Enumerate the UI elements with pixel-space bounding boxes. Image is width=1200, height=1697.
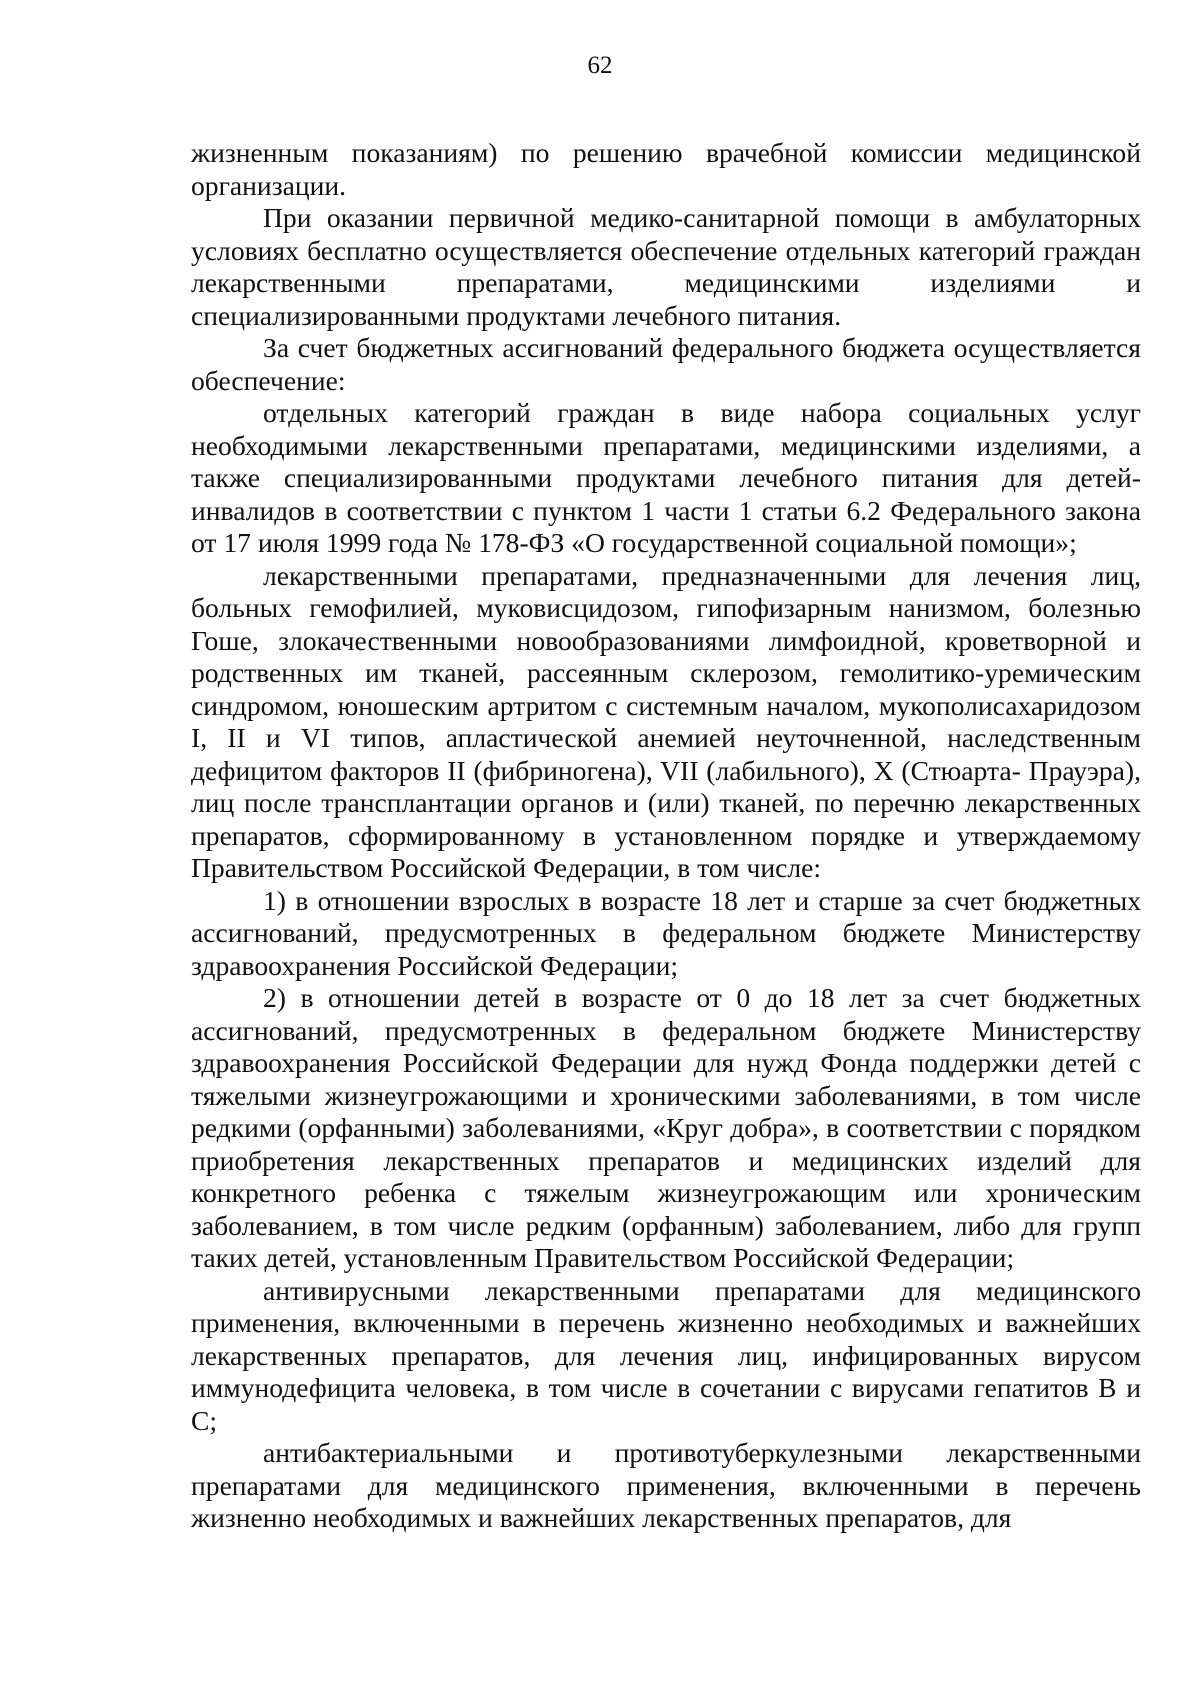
- paragraph-adults: 1) в отношении взрослых в возрасте 18 лет и старше за счет бюджетных ассигнований, предусмотренных в федеральном бюджете Министерству здравоохранения Российской Федерации;: [191, 884, 1141, 981]
- document-body: [191, 137, 1141, 1535]
- page-number: 62: [587, 52, 613, 79]
- paragraph-federal-budget: За счет бюджетных ассигнований федерального бюджета осуществляется обеспечение:: [191, 332, 1141, 396]
- paragraph-rare-diseases: лекарственными препаратами, предназначенными для лечения лиц, больных гемофилией, муковисцидозом, гипофизарным нанизмом, болезнью Гоше, злокачественными новообразованиями лимфоидной, кроветворной и родственных им тканей, рассеянным склерозом, гемолитико-уремическим синдромом, юношеским артритом с системным началом, мукополисахаридозом I, II и VI типов, апластической анемией неуточненной, наследственным дефицитом факторов II (фибриногена), VII (лабильного), X (Стюарта- Прауэра), лиц после трансплантации органов и (или) тканей, по перечню лекарственных препаратов, сформированному в установленном порядке и утверждаемому Правительством Российской Федерации, в том числе:: [191, 559, 1141, 883]
- paragraph-social-services: отдельных категорий граждан в виде набора социальных услуг необходимыми лекарственными препаратами, медицинскими изделиями, а также специализированными продуктами лечебного питания для детей-инвалидов в соответствии с пунктом 1 части 1 статьи 6.2 Федерального закона от 17 июля 1999 года № 178-ФЗ «О государственной социальной помощи»;: [191, 397, 1141, 558]
- paragraph-children: 2) в отношении детей в возрасте от 0 до 18 лет за счет бюджетных ассигнований, предусмотренных в федеральном бюджете Министерству здравоохранения Российской Федерации для нужд Фонда поддержки детей с тяжелыми жизнеугрожающими и хроническими заболеваниями, в том числе редкими (орфанными) заболеваниями, «Круг добра», в соответствии с порядком приобретения лекарственных препаратов и медицинских изделий для конкретного ребенка с тяжелым жизнеугрожающим или хроническим заболеванием, в том числе редким (орфанным) заболеванием, либо для групп таких детей, установленным Правительством Российской Федерации;: [191, 982, 1141, 1273]
- paragraph-antibacterial: антибактериальными и противотуберкулезными лекарственными препаратами для медицинского применения, включенными в перечень жизненно необходимых и важнейших лекарственных препаратов, для: [191, 1437, 1141, 1533]
- paragraph-continuation: жизненным показаниям) по решению врачебной комиссии медицинской организации.: [191, 137, 1141, 201]
- paragraph-primary-care: При оказании первичной медико-санитарной помощи в амбулаторных условиях бесплатно осуществляется обеспечение отдельных категорий граждан лекарственными препаратами, медицинскими изделиями и специализированными продуктами лечебного питания.: [191, 202, 1141, 331]
- paragraph-antiviral: антивирусными лекарственными препаратами для медицинского применения, включенными в перечень жизненно необходимых и важнейших лекарственных препаратов, для лечения лиц, инфицированных вирусом иммунодефицита человека, в том числе в сочетании с вирусами гепатитов B и C;: [191, 1274, 1141, 1436]
